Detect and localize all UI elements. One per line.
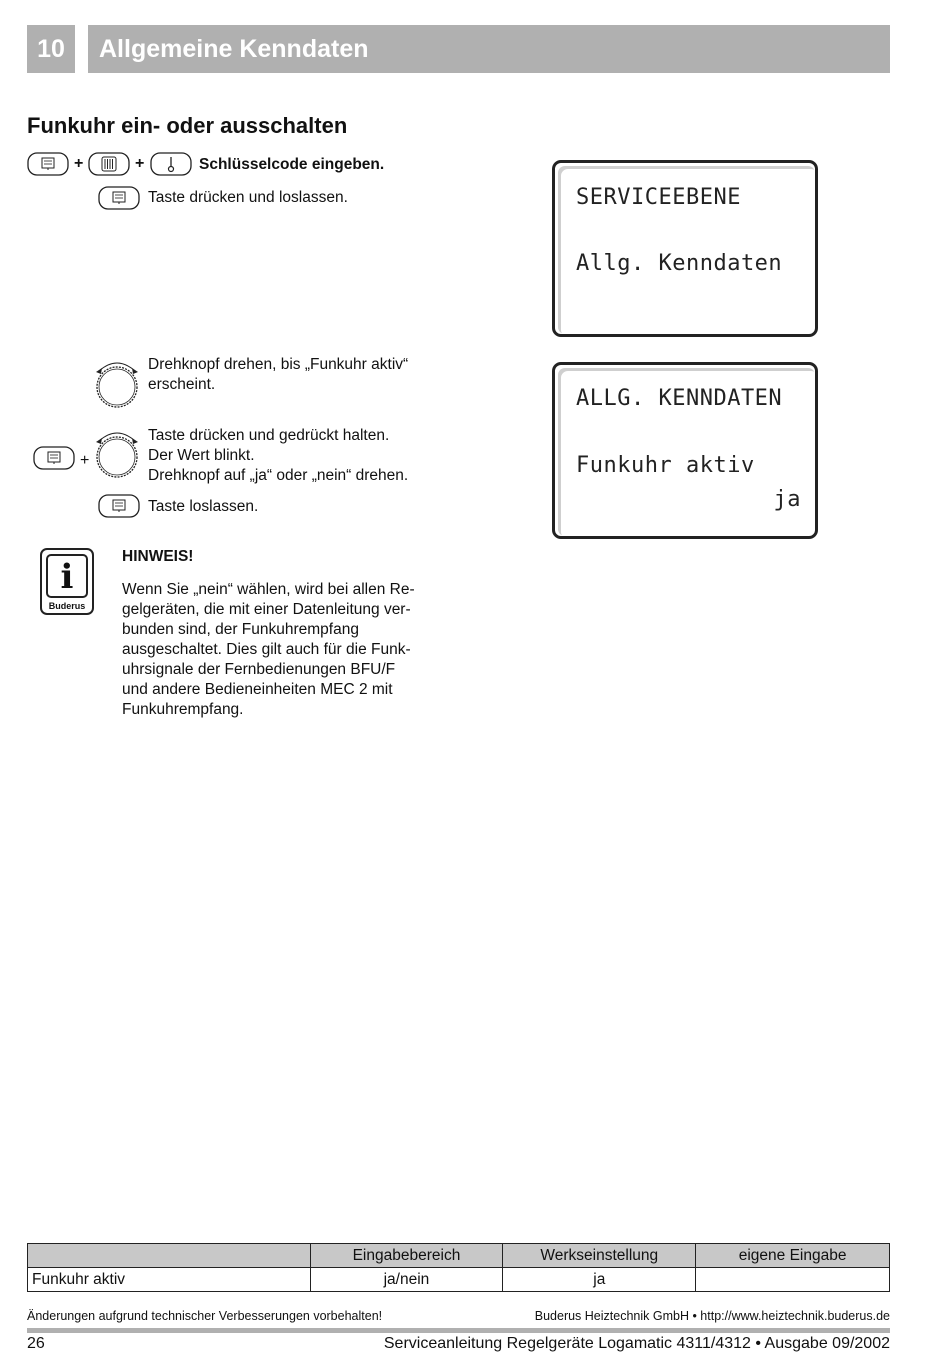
settings-table (27, 1243, 890, 1292)
step-3-line-2: erscheint. (148, 376, 216, 393)
thermometer-key-icon (150, 152, 192, 176)
info-icon-brand: Buderus (48, 601, 86, 611)
note-line: uhrsignale der Fernbedienungen BFU/F (122, 661, 396, 678)
note-heading: HINWEIS! (122, 548, 194, 565)
lcd-display-general-data (552, 362, 818, 539)
menu-key-icon (98, 186, 140, 210)
rotary-knob-icon (93, 427, 141, 479)
table-header-row (28, 1244, 890, 1268)
table-header-cell: Werkseinstellung (503, 1244, 696, 1268)
note-line: gelgeräten, die mit einer Datenleitung ver- (122, 601, 411, 618)
table-header-cell: Eingabebereich (310, 1244, 503, 1268)
footer-company: Buderus Heiztechnik GmbH • http://www.heiztechnik.buderus.de (534, 1309, 890, 1323)
menu-key-icon (33, 446, 75, 470)
table-cell-parameter: Funkuhr aktiv (28, 1268, 311, 1292)
footer-disclaimer: Änderungen aufgrund technischer Verbesserungen vorbehalten! (27, 1309, 383, 1323)
info-icon: i Buderus (40, 548, 94, 615)
table-cell-range: ja/nein (310, 1268, 503, 1292)
footer-divider (27, 1328, 890, 1333)
note-line: und andere Bedieneinheiten MEC 2 mit (122, 681, 393, 698)
plus-sign: + (135, 155, 145, 172)
step-4-line-3: Drehknopf auf „ja“ oder „nein“ drehen. (148, 467, 409, 484)
display-key-icon (88, 152, 130, 176)
note-line: Funkuhrempfang. (122, 701, 244, 718)
step-5-text: Taste loslassen. (148, 498, 259, 515)
lcd-line-3-value: ja (773, 487, 801, 512)
chapter-number: 10 (27, 25, 75, 73)
table-cell-default: ja (503, 1268, 696, 1292)
page-number: 26 (27, 1335, 45, 1352)
table-header-cell: eigene Eingabe (696, 1244, 890, 1268)
chapter-title: Allgemeine Kenndaten (88, 25, 890, 73)
menu-key-icon (98, 494, 140, 518)
section-title: Funkuhr ein- oder ausschalten (27, 113, 348, 138)
step-1-text: Schlüsselcode eingeben. (199, 156, 385, 173)
step-3-line-1: Drehknopf drehen, bis „Funkuhr aktiv“ (148, 356, 409, 373)
rotary-knob-icon (93, 357, 141, 409)
step-4-line-1: Taste drücken und gedrückt halten. (148, 427, 390, 444)
lcd-line-1: ALLG. KENNDATEN (576, 386, 783, 411)
step-2-text: Taste drücken und loslassen. (148, 189, 348, 206)
lcd-display-service-level (552, 160, 818, 337)
table-row (28, 1268, 890, 1292)
plus-sign: + (80, 452, 90, 469)
step-4-line-2: Der Wert blinkt. (148, 447, 255, 464)
footer-document-title: Serviceanleitung Regelgeräte Logamatic 4311/4312 • Ausgabe 09/2002 (383, 1335, 890, 1352)
plus-sign: + (74, 155, 84, 172)
lcd-line-2: Allg. Kenndaten (576, 251, 783, 276)
table-header-cell (28, 1244, 311, 1268)
menu-key-icon (27, 152, 69, 176)
note-line: ausgeschaltet. Dies gilt auch für die Funk- (122, 641, 411, 658)
table-cell-own-entry (696, 1268, 890, 1292)
note-line: Wenn Sie „nein“ wählen, wird bei allen Re- (122, 581, 415, 598)
note-line: bunden sind, der Funkuhrempfang (122, 621, 359, 638)
lcd-line-2: Funkuhr aktiv (576, 453, 755, 478)
lcd-line-1: SERVICEEBENE (576, 185, 741, 210)
